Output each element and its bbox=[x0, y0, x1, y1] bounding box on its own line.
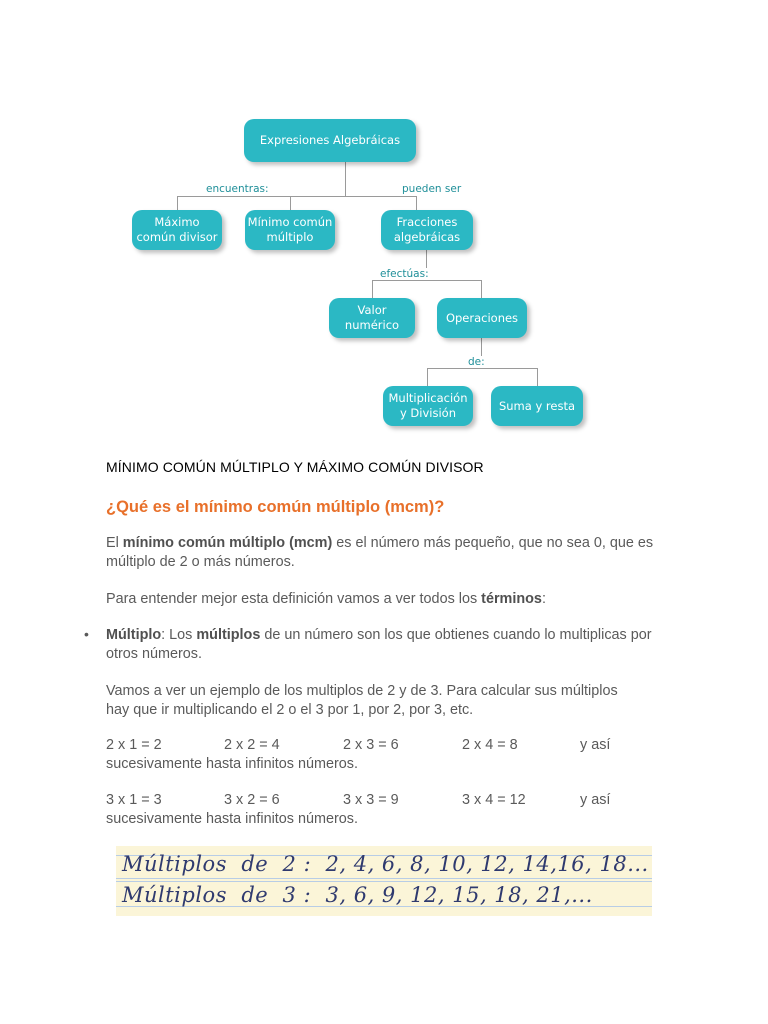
ruled-line bbox=[116, 881, 652, 882]
multiplication-2x1: 2 x 1 = 2 bbox=[106, 737, 162, 753]
connector-line bbox=[481, 280, 482, 298]
intro-paragraph bbox=[106, 590, 666, 609]
section-title: MÍNIMO COMÚN MÚLTIPLO Y MÁXIMO COMÚN DIVISOR bbox=[106, 459, 484, 475]
node-maximo-comun-divisor: Máximo común divisor bbox=[132, 210, 222, 250]
multiplication-2x3: 2 x 3 = 6 bbox=[343, 737, 399, 753]
handwritten-line-3: Múltiplos de 3 : 3, 6, 9, 12, 15, 18, 21,... bbox=[122, 883, 593, 907]
handwritten-line-2: Múltiplos de 2 : 2, 4, 6, 8, 10, 12, 14,16, 18... bbox=[122, 852, 649, 876]
intro-text-1: Para entender mejor esta definición vamos a ver todos los bbox=[106, 591, 482, 607]
multiplication-3x4: 3 x 4 = 12 bbox=[462, 792, 526, 808]
connector-line bbox=[290, 196, 291, 210]
node-suma-resta: Suma y resta bbox=[491, 386, 583, 426]
node-fracciones-algebraicas: Fracciones algebráicas bbox=[381, 210, 473, 250]
ruled-line bbox=[116, 878, 652, 879]
multiplo-term: Múltiplo bbox=[106, 627, 162, 643]
definition-paragraph bbox=[106, 534, 666, 572]
multiplication-3x3: 3 x 3 = 9 bbox=[343, 792, 399, 808]
multiplication-2x4: 2 x 4 = 8 bbox=[462, 737, 518, 753]
concept-map bbox=[0, 0, 768, 440]
connector-line bbox=[427, 368, 428, 386]
connector-label-pueden-ser: pueden ser bbox=[402, 183, 462, 195]
definition-text-1: El bbox=[106, 535, 123, 551]
example-paragraph: Vamos a ver un ejemplo de los multiplos de 2 y de 3. Para calcular sus múltiplos hay que ir multiplicando el 2 o el 3 por 1, por 2, por 3, etc. bbox=[106, 683, 618, 718]
multiplo-paragraph bbox=[106, 626, 666, 664]
continuation-3: sucesivamente hasta infinitos números. bbox=[106, 811, 358, 827]
intro-text-2: : bbox=[541, 591, 546, 607]
node-operaciones: Operaciones bbox=[437, 298, 527, 338]
connector-line bbox=[537, 368, 538, 386]
multiplication-3x2: 3 x 2 = 6 bbox=[224, 792, 280, 808]
definition-text-2: es el número más pequeño, que no sea 0, que es múltiplo de 2 o más números. bbox=[106, 535, 654, 570]
multiplication-2x2: 2 x 2 = 4 bbox=[224, 737, 280, 753]
multiplos-term: múltiplos bbox=[196, 627, 261, 643]
question-heading: ¿Qué es el mínimo común múltiplo (mcm)? bbox=[106, 498, 445, 516]
connector-line bbox=[372, 280, 482, 281]
y-asi-3: y así bbox=[580, 792, 611, 808]
node-expresiones-algebraicas: Expresiones Algebráicas bbox=[244, 119, 416, 162]
connector-line bbox=[416, 196, 417, 210]
continuation-2: sucesivamente hasta infinitos números. bbox=[106, 756, 358, 772]
connector-line bbox=[427, 368, 538, 369]
bullet-icon: • bbox=[84, 626, 89, 642]
multiplo-text-1: : Los bbox=[161, 627, 197, 643]
y-asi-2: y así bbox=[580, 737, 611, 753]
connector-line bbox=[372, 280, 373, 298]
definition-term: mínimo común múltiplo (mcm) bbox=[122, 535, 333, 551]
connector-line bbox=[345, 162, 346, 196]
connector-label-encuentras: encuentras: bbox=[206, 183, 269, 195]
connector-line bbox=[177, 196, 417, 197]
multiplo-text-2: de un número son los que obtienes cuando lo multiplicas por otros números. bbox=[106, 627, 652, 662]
node-valor-numerico: Valor numérico bbox=[329, 298, 415, 338]
connector-line bbox=[177, 196, 178, 210]
connector-label-de: de: bbox=[468, 356, 485, 368]
handwritten-multiples-image bbox=[116, 846, 652, 916]
node-multiplicacion-division: Multiplicación y División bbox=[383, 386, 473, 426]
multiplication-3x1: 3 x 1 = 3 bbox=[106, 792, 162, 808]
connector-label-efectuas: efectúas: bbox=[380, 268, 429, 280]
intro-term: términos bbox=[481, 591, 542, 607]
node-minimo-comun-multiplo: Mínimo común múltiplo bbox=[245, 210, 335, 250]
